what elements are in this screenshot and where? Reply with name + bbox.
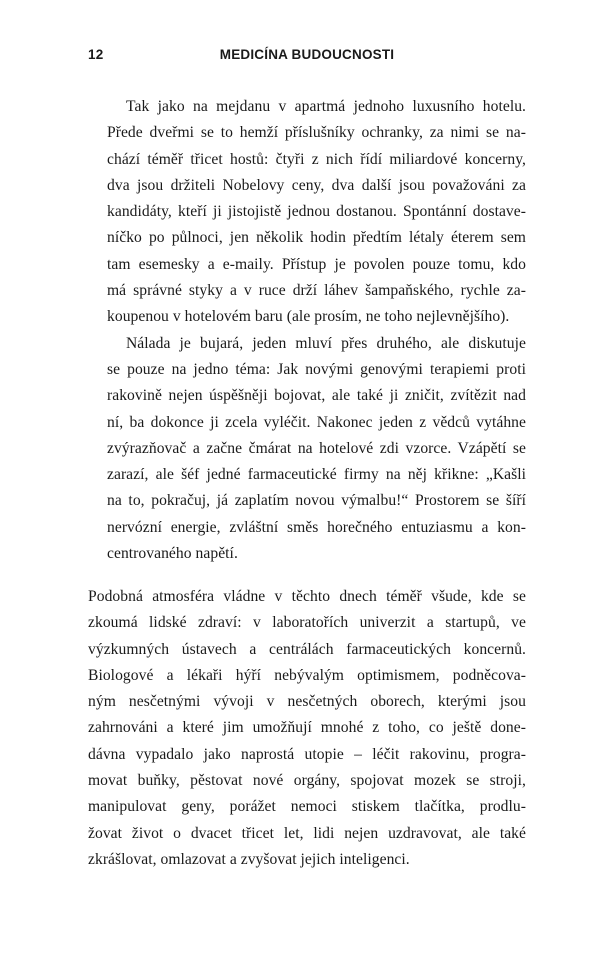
text-line: tam esemesky a e-maily. Přístup je povolen pouze tomu, kdo [107,255,526,273]
text-line: Tak jako na mejdanu v apartmá jednoho luxusního hotelu. [126,98,526,115]
text-line: zkrášlovat, omlazovat a zvyšovat jejich inteligenci. [88,850,410,868]
text-line: má správné styky a v ruce drží láhev šampaňského, rychle za- [107,282,526,300]
paragraph-party [88,94,526,331]
text-line: Nálada je bujará, jeden mluví přes druhého, ale diskutuje [126,334,526,352]
text-line: se pouze na jedno téma: Jak novými genovými terapiemi proti [107,360,526,378]
text-line: dávna vypadalo jako naprostá utopie – léčit rakovinu, progra- [88,745,526,763]
text-line: nervózní energie, zvláštní směs horečného entuziasmu a kon- [107,518,526,536]
text-line: chází téměř třicet hostů: čtyři z nich řídí miliardové koncerny, [107,150,526,168]
text-line: Přede dveřmi se to hemží příslušníky ochranky, za nimi se na- [107,124,526,142]
text-line: movat buňky, pěstovat nové orgány, spojovat mozek se stroji, [88,772,526,790]
running-head-title: MEDICÍNA BUDOUCNOSTI [219,47,395,62]
text-line: kandidáty, kteří ji jistojistě jednou dostanou. Spontánní dostave- [107,203,526,221]
text-line: zahrnováni a které jim umožňují mnohé z toho, co ještě done- [88,719,526,737]
text-line: manipulovat geny, porážet nemoci stiskem tlačítka, prodlu- [88,798,526,816]
page-number: 12 [88,47,104,62]
paragraph-atmosphere [88,584,526,873]
text-line: dva jsou držiteli Nobelovy ceny, dva další jsou považováni za [107,176,526,194]
text-line: Biologové a lékaři hýří nebývalým optimismem, podněcova- [88,666,526,684]
body-section-2 [88,584,526,873]
body-section-1 [88,94,526,567]
text-line: výzkumných ústavech a centrálách farmaceutických koncernů. [88,640,526,658]
paragraph-mood [88,331,526,568]
text-line: na to, pokračuj, já zaplatím novou výmalbu!“ Prostorem se šíří [107,492,526,510]
text-line: níčko po půlnoci, jen několik hodin předtím létaly éterem sem [107,229,526,247]
text-line: Podobná atmosféra vládne v těchto dnech téměř všude, kde se [88,588,526,605]
text-line: zarazí, ale šéf jedné farmaceutické firmy na něj křikne: „Kašli [107,466,526,484]
text-line: ným nesčetnými vývoji v nesčetných oborech, kterými jsou [88,693,526,711]
text-line: zvýrazňovač a začne čmárat na hotelové zdi vzorce. Vzápětí se [107,439,526,457]
text-line: ní, ba dokonce ji zcela vyléčit. Nakonec jeden z vědců vytáhne [107,413,526,431]
text-line: rakovině nejen úspěšněji bojovat, ale také ji zničit, zvítězit nad [107,387,526,405]
text-line: zkoumá lidské zdraví: v laboratořích univerzit a startupů, ve [88,614,526,632]
text-line: žovat život o dvacet třicet let, lidi nejen uzdravovat, ale také [88,824,526,842]
text-line: centrovaného napětí. [107,545,238,563]
text-line: koupenou v hotelovém baru (ale prosím, ne toho nejlevnějšího). [107,308,510,326]
running-head [88,47,526,67]
